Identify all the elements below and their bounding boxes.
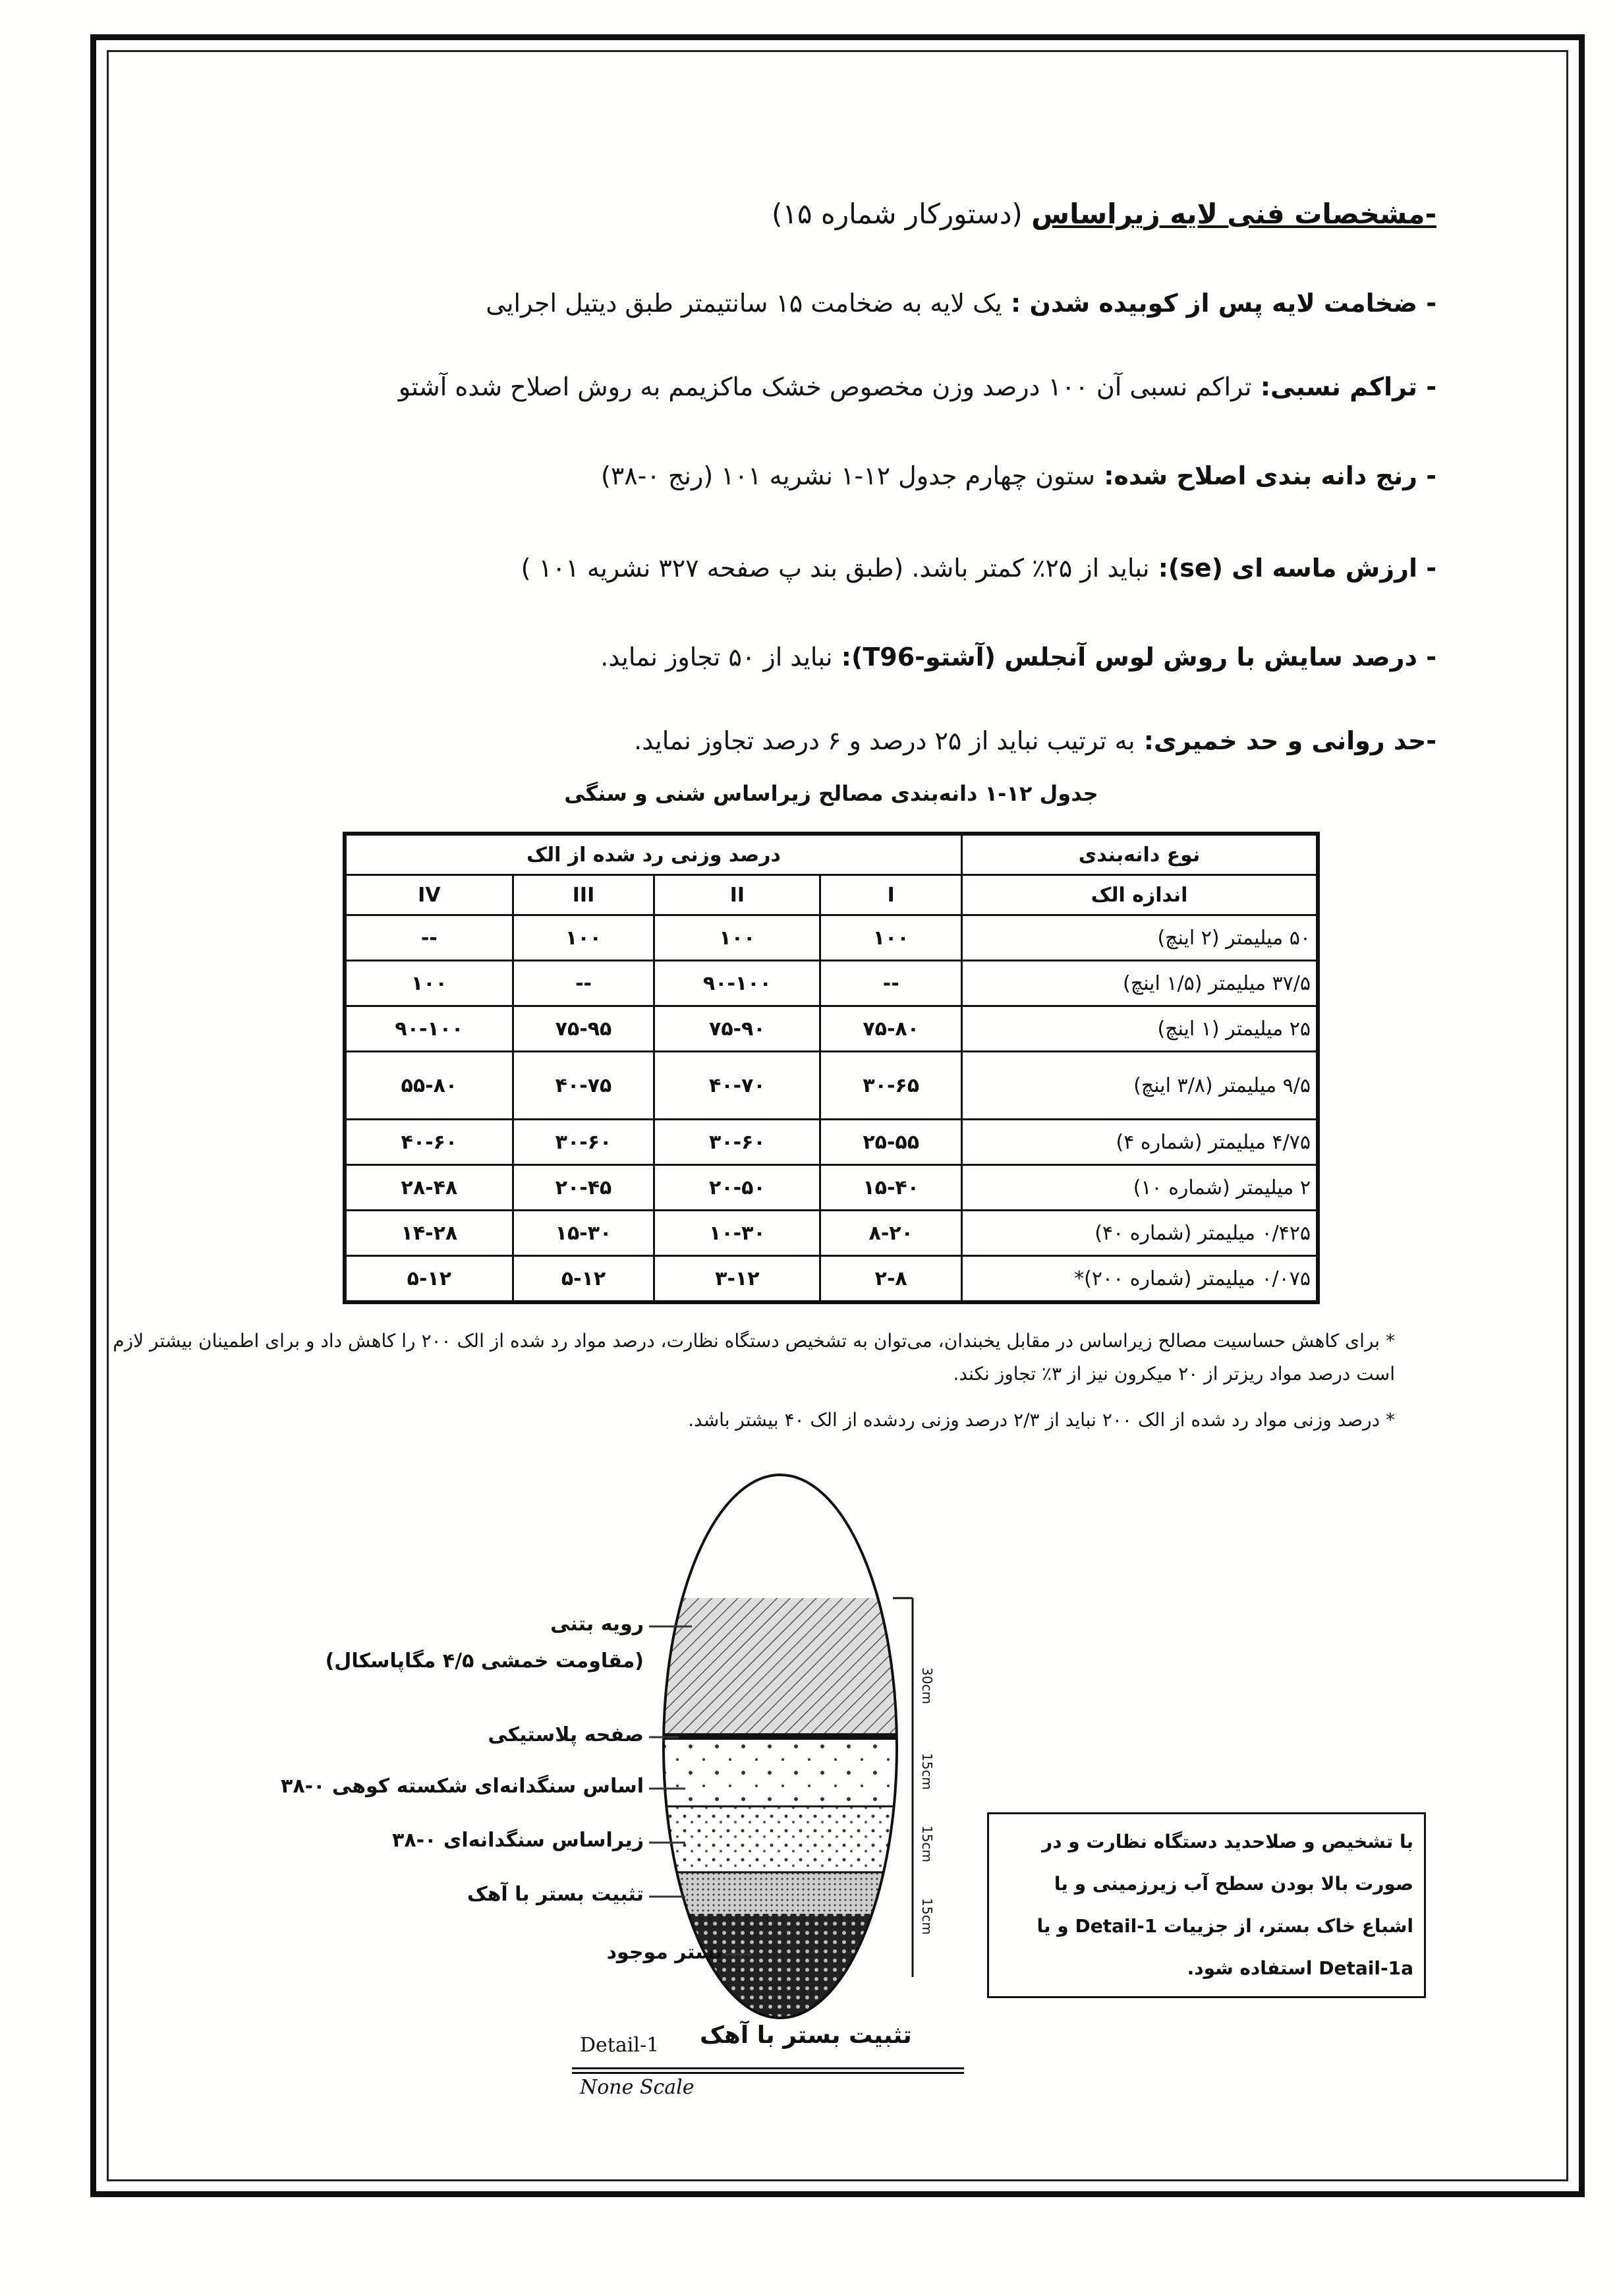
percent-cell: -- — [345, 915, 513, 961]
label-subbase: زیراساس سنگدانه‌ای ۰-۳۸ — [392, 1829, 644, 1852]
plastic-sheet — [659, 1733, 909, 1740]
percent-cell: -- — [820, 961, 962, 1006]
spec-label: - تراکم نسبی: — [1251, 372, 1436, 401]
base-layer — [659, 1740, 909, 1806]
header-percent: درصد وزنی رد شده از الک — [345, 834, 962, 875]
label-lime: تثبیت بستر با آهک — [467, 1883, 644, 1906]
dim-lime: 15cm — [919, 1898, 935, 1935]
percent-cell: ۴۰-۷۰ — [654, 1052, 820, 1120]
sieve-size: ۰/۴۲۵ میلیمتر (شماره ۴۰) — [962, 1211, 1319, 1256]
spec-text: یک لایه به ضخامت ۱۵ سانتیمتر طبق دیتیل اجرایی — [486, 289, 1002, 318]
percent-cell: ۱۴-۲۸ — [345, 1211, 513, 1256]
sieve-size: ۳۷/۵ میلیمتر (۱/۵ اینچ) — [962, 961, 1319, 1006]
percent-cell: ۳۰-۶۰ — [654, 1120, 820, 1165]
header-sieve: اندازه الک — [962, 875, 1319, 915]
title-rest: (دستورکار شماره ۱۵) — [772, 198, 1032, 230]
percent-cell: ۲۰-۴۵ — [513, 1165, 654, 1211]
subgrade-layer — [659, 1914, 909, 2019]
sieve-size: ۴/۷۵ میلیمتر (شماره ۴) — [962, 1120, 1319, 1165]
col-II: II — [654, 875, 820, 915]
percent-cell: ۴۰-۷۵ — [513, 1052, 654, 1120]
percent-cell: ۹۰-۱۰۰ — [345, 1006, 513, 1052]
sieve-size: ۹/۵ میلیمتر (۳/۸ اینچ) — [962, 1052, 1319, 1120]
detail-note-box: با تشخیص و صلاحدید دستگاه نظارت و در صورت بالا بودن سطح آب زیرزمینی و یا اشباع خاک بستر، از جزییات Detail-1 و یا Detail-1a استفاده شود. — [987, 1812, 1426, 1998]
percent-cell: ۱۰۰ — [513, 915, 654, 961]
percent-cell: ۱۵-۳۰ — [513, 1211, 654, 1256]
percent-cell: ۲۵-۵۵ — [820, 1120, 962, 1165]
percent-cell: ۳-۱۲ — [654, 1256, 820, 1303]
percent-cell: ۴۰-۶۰ — [345, 1120, 513, 1165]
percent-cell: ۱۵-۴۰ — [820, 1165, 962, 1211]
label-concrete: رویه بتنی — [550, 1613, 644, 1636]
spec-label: - درصد سایش با روش لوس آنجلس (آشتو-T96): — [832, 643, 1436, 672]
sieve-size: ۵۰ میلیمتر (۲ اینچ) — [962, 915, 1319, 961]
spec-text: ستون چهارم جدول ۱۲-۱ نشریه ۱۰۱ (رنج ۰-۳۸) — [601, 461, 1095, 490]
dim-concrete: 30cm — [919, 1667, 935, 1704]
detail-underline — [572, 2067, 964, 2074]
col-IV: IV — [345, 875, 513, 915]
sieve-size: ۲۵ میلیمتر (۱ اینچ) — [962, 1006, 1319, 1052]
label-concrete-strength: (مقاومت خمشی ۴/۵ مگاپاسکال) — [325, 1650, 644, 1673]
spec-text: به ترتیب نباید از ۲۵ درصد و ۶ درصد تجاوز نماید. — [634, 726, 1135, 755]
col-III: III — [513, 875, 654, 915]
spec-label: - ضخامت لایه پس از کوبیده شدن : — [1002, 289, 1436, 318]
sieve-size: ۰/۰۷۵ میلیمتر (شماره ۲۰۰)* — [962, 1256, 1319, 1303]
table-caption: جدول ۱۲-۱ دانه‌بندی مصالح زیراساس شنی و سنگی — [564, 781, 1098, 806]
percent-cell: ۱۰۰ — [820, 915, 962, 961]
percent-cell: ۵-۱۲ — [513, 1256, 654, 1303]
concrete-layer — [659, 1598, 909, 1738]
spec-text: نباید از ۲۵٪ کمتر باشد. (طبق بند پ صفحه ۳۲۷ نشریه ۱۰۱ ) — [521, 554, 1150, 583]
label-subgrade: بستر موجود — [606, 1941, 723, 1964]
percent-cell: ۱۰-۳۰ — [654, 1211, 820, 1256]
percent-cell: ۹۰-۱۰۰ — [654, 961, 820, 1006]
spec-label: - رنج دانه بندی اصلاح شده: — [1094, 461, 1436, 490]
detail-scale: None Scale — [580, 2076, 695, 2099]
spec-text: نباید از ۵۰ تجاوز نماید. — [600, 643, 833, 672]
percent-cell: ۵۵-۸۰ — [345, 1052, 513, 1120]
percent-cell: ۳۰-۶۵ — [820, 1052, 962, 1120]
label-base: اساس سنگدانه‌ای شکسته کوهی ۰-۳۸ — [281, 1775, 644, 1798]
percent-cell: ۲۰-۵۰ — [654, 1165, 820, 1211]
percent-cell: ۱۰۰ — [654, 915, 820, 961]
percent-cell: ۸-۲۰ — [820, 1211, 962, 1256]
percent-cell: ۵-۱۲ — [345, 1256, 513, 1303]
title-bold: -مشخصات فنی لایه زیراساس — [1031, 198, 1436, 230]
spec-text: تراکم نسبی آن ۱۰۰ درصد وزن مخصوص خشک ماکزیمم به روش اصلاح شده آشتو — [398, 372, 1252, 401]
footnote-2: * درصد وزنی مواد رد شده از الک ۲۰۰ نباید از ۲/۳ درصد وزنی ردشده از الک ۴۰ بیشتر باشد. — [688, 1409, 1395, 1431]
percent-cell: ۷۵-۸۰ — [820, 1006, 962, 1052]
detail-name: Detail-1 — [580, 2034, 660, 2057]
percent-cell: ۷۵-۹۵ — [513, 1006, 654, 1052]
detail-title: تثبیت بستر با آهک — [700, 2022, 912, 2049]
header-type: نوع دانه‌بندی — [962, 834, 1319, 875]
percent-cell: ۱۰۰ — [345, 961, 513, 1006]
percent-cell: ۲-۸ — [820, 1256, 962, 1303]
col-I: I — [820, 875, 962, 915]
dim-base: 15cm — [919, 1753, 935, 1790]
spec-label: - ارزش ماسه ای (se): — [1149, 554, 1436, 583]
percent-cell: ۷۵-۹۰ — [654, 1006, 820, 1052]
percent-cell: ۲۸-۴۸ — [345, 1165, 513, 1211]
label-plastic: صفحه پلاستیکی — [488, 1723, 644, 1746]
dim-subbase: 15cm — [919, 1825, 935, 1862]
footnote-1: * برای کاهش حساسیت مصالح زیراساس در مقابل یخبندان، می‌توان به تشخیص دستگاه نظارت، درصد مواد رد شده از الک ۲۰۰ را کاهش داد و برای اطمینان بیشتر لازم است درصد مواد ریزتر از ۲۰ میکرون نیز از ۳٪ تجاوز نکند. — [113, 1330, 1395, 1385]
lime-stabilized-layer — [659, 1873, 909, 1914]
spec-label: -حد روانی و حد خمیری: — [1135, 726, 1436, 755]
percent-cell: -- — [513, 961, 654, 1006]
subbase-layer — [659, 1807, 909, 1872]
sieve-size: ۲ میلیمتر (شماره ۱۰) — [962, 1165, 1319, 1211]
percent-cell: ۳۰-۶۰ — [513, 1120, 654, 1165]
